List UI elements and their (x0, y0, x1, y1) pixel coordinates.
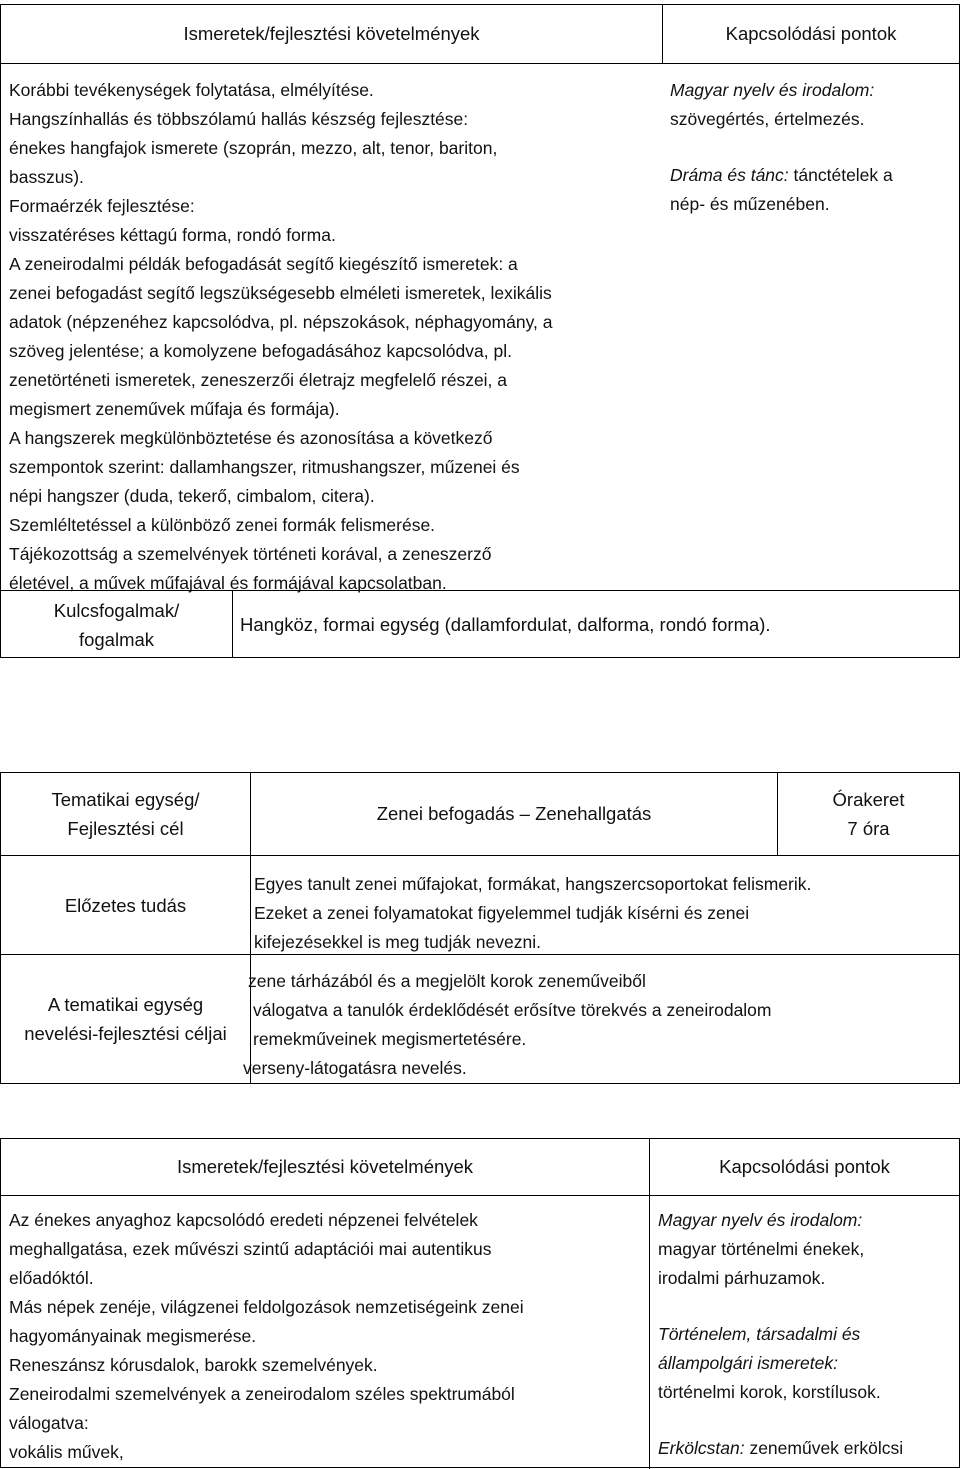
column-header-requirements: Ismeretek/fejlesztési követelmények (183, 23, 480, 44)
requirements-content (9, 76, 661, 598)
content-line: kifejezésekkel is meg tudják nevezni. (254, 932, 541, 952)
link-subject: állampolgári ismeretek: (658, 1353, 838, 1373)
content-line: adatok (népzenéhez kapcsolódva, pl. népszokások, néphagyomány, a (9, 312, 553, 332)
content-line: Az énekes anyaghoz kapcsolódó eredeti népzenei felvételek (9, 1210, 478, 1230)
table-divider (1, 1195, 959, 1196)
content-line: verseny-látogatásra nevelés. (243, 1058, 467, 1078)
content-line: szempontok szerint: dallamhangszer, ritmushangszer, műzenei és (9, 457, 520, 477)
link-text: nép- és műzenében. (670, 194, 830, 214)
link-subject: Történelem, társadalmi és (658, 1324, 861, 1344)
content-line: Korábbi tevékenységek folytatása, elmélyítése. (9, 80, 374, 100)
link-subject: Erkölcstan: (658, 1438, 745, 1458)
content-line: Hangszínhallás és többszólamú hallás készség fejlesztése: (9, 109, 469, 129)
content-line: előadóktól. (9, 1268, 94, 1288)
link-text: magyar történelmi énekek, (658, 1239, 865, 1259)
unit-label-line: Fejlesztési cél (67, 818, 184, 839)
content-line: énekes hangfajok ismerete (szoprán, mezzo, alt, tenor, bariton, (9, 138, 498, 158)
content-line: Zeneirodalmi szemelvények a zeneirodalom széles spektrumából (9, 1384, 515, 1404)
links-content (670, 76, 956, 219)
content-line: meghallgatása, ezek művészi szintű adaptációi mai autentikus (9, 1239, 492, 1259)
content-line: zenetörténeti ismeretek, zeneszerzői életrajz megfelelő részei, a (9, 370, 508, 390)
hours-value: 7 óra (847, 818, 890, 839)
link-text: zeneművek erkölcsi (749, 1438, 904, 1458)
goals-label-line: A tematikai egység (47, 994, 204, 1015)
requirements-table-2 (0, 1138, 960, 1468)
link-subject: Dráma és tánc: (670, 165, 789, 185)
links-content (658, 1206, 958, 1463)
link-text: szövegértés, értelmezés. (670, 109, 865, 129)
content-line: válogatva a tanulók érdeklődését erősítve törekvés a zeneirodalom (253, 1000, 772, 1020)
column-header-links: Kapcsolódási pontok (719, 1156, 890, 1177)
key-concepts-label-line: fogalmak (78, 628, 155, 650)
unit-title: Zenei befogadás – Zenehallgatás (376, 803, 652, 824)
content-line: Más népek zenéje, világzenei feldolgozások nemzetiségeink zenei (9, 1297, 524, 1317)
content-line: Tájékozottság a szemelvények történeti korával, a zeneszerző (9, 544, 492, 564)
prior-knowledge-content (254, 870, 954, 957)
link-text: irodalmi párhuzamok. (658, 1268, 826, 1288)
content-line: basszus). (9, 167, 84, 187)
content-line: zene tárházából és a megjelölt korok zeneműveiből (248, 971, 646, 991)
content-line: remekműveinek megismertetésére. (253, 1029, 527, 1049)
column-header-links: Kapcsolódási pontok (725, 23, 897, 44)
prior-knowledge-label: Előzetes tudás (64, 894, 187, 916)
link-text: történelmi korok, korstílusok. (658, 1382, 881, 1402)
link-subject: Magyar nyelv és irodalom: (658, 1210, 863, 1230)
content-line: A zeneirodalmi példák befogadását segítő kiegészítő ismeretek: a (9, 254, 518, 274)
content-line: vokális művek, (9, 1442, 124, 1462)
unit-label-line: Tematikai egység/ (51, 789, 200, 810)
content-line: Egyes tanult zenei műfajokat, formákat, hangszercsoportokat felismerik. (254, 874, 812, 894)
link-text: tánctételek a (793, 165, 893, 185)
key-concepts-label (1, 591, 232, 658)
content-line: Formaérzék fejlesztése: (9, 196, 195, 216)
table-divider (1, 63, 959, 64)
hours-cell (778, 773, 959, 855)
goals-label (1, 955, 250, 1083)
table-divider (232, 590, 233, 658)
content-line: visszatéréses kéttagú forma, rondó forma. (9, 225, 336, 245)
column-header-requirements: Ismeretek/fejlesztési követelmények (176, 1156, 474, 1177)
goals-label-line: nevelési-fejlesztési céljai (24, 1023, 227, 1044)
thematic-unit-table (0, 772, 960, 1084)
content-line: válogatva: (9, 1413, 89, 1433)
key-concepts-value: Hangköz, formai egység (dallamfordulat, dalforma, rondó forma). (240, 613, 771, 635)
content-line: Reneszánsz kórusdalok, barokk szemelvények. (9, 1355, 378, 1375)
goals-content (243, 967, 953, 1083)
content-line: Ezeket a zenei folyamatokat figyelemmel tudják kísérni és zenei (254, 903, 750, 923)
content-line: A hangszerek megkülönböztetése és azonosítása a következő (9, 428, 493, 448)
requirements-table-1 (0, 4, 960, 658)
hours-label: Órakeret (832, 789, 905, 810)
content-line: szöveg jelentése; a komolyzene befogadásához kapcsolódva, pl. (9, 341, 512, 361)
content-line: életével, a művek műfajával és formájával kapcsolatban. (9, 573, 447, 593)
content-line: megismert zeneművek műfaja és formája). (9, 399, 340, 419)
content-line: Szemléltetéssel a különböző zenei formák felismerése. (9, 515, 436, 535)
content-line: hagyományainak megismerése. (9, 1326, 257, 1346)
unit-label (1, 773, 250, 855)
link-subject: Magyar nyelv és irodalom: (670, 80, 875, 100)
key-concepts-label-line: Kulcsfogalmak/ (53, 599, 180, 621)
content-line: népi hangszer (duda, tekerő, cimbalom, citera). (9, 486, 375, 506)
requirements-content (9, 1206, 647, 1467)
content-line: zenei befogadást segítő legszükségesebb elméleti ismeretek, lexikális (9, 283, 552, 303)
